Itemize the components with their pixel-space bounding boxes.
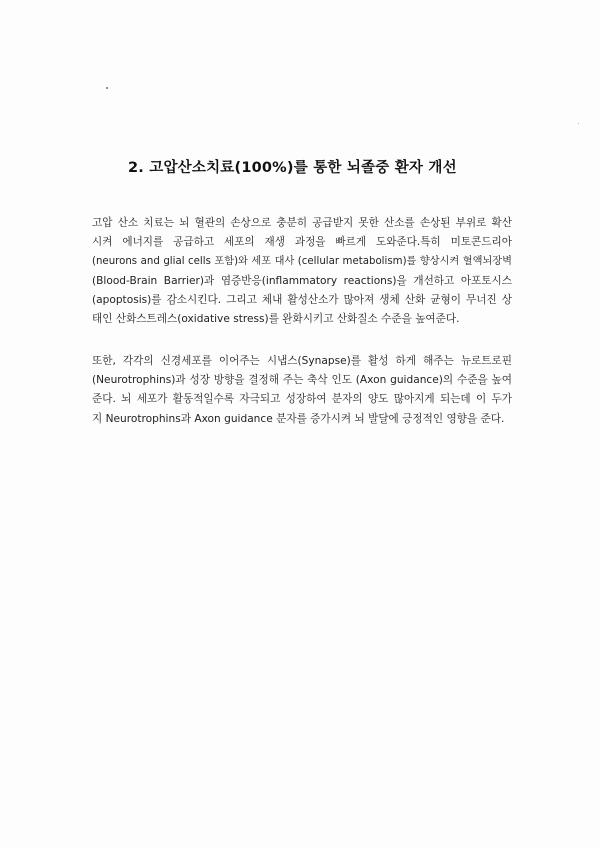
paragraph-line: 준다. 뇌 세포가 활동적일수록 자극되고 성장하여 분자의 양도 많아지게 되는데 이 두가 [92, 393, 512, 406]
paragraph-line: 또한, 각각의 신경세포를 이어주는 시냅스(Synapse)를 활성 하게 해주는 뉴로트로핀 [92, 355, 512, 367]
paragraph-line: (neurons and glial cells 포함)와 세포 대사 (cellular metabolism)를 향상시켜 혈액뇌장벽 [92, 256, 512, 268]
section-title: 2. 고압산소치료(100%)를 통한 뇌졸중 환자 개선 [128, 160, 457, 176]
paragraph-line: (Neurotrophins)과 성장 방향을 결정해 주는 축삭 인도 (Axon guidance)의 수준을 높여 [92, 374, 512, 387]
paragraph-line: 고압 산소 치료는 뇌 혈관의 손상으로 충분히 공급받지 못한 산소를 손상된 부위로 확산 [92, 217, 512, 229]
paragraph-line: 태인 산화스트레스(oxidative stress)를 완화시키고 산화질소 수준을 높여준다. [92, 313, 460, 326]
paragraph-2 [92, 352, 512, 429]
paragraph-line: 지 Neurotrophins과 Axon guidance 분자를 증가시켜 뇌 발달에 긍정적인 영향을 준다. [92, 412, 505, 425]
scan-speck [106, 87, 108, 89]
paragraph-1 [92, 214, 512, 329]
paragraph-line: (apoptosis)를 감소시킨다. 그리고 체내 활성산소가 많아져 생체 산화 균형이 무너진 상 [92, 293, 512, 306]
paragraph-line: (Blood-Brain Barrier)과 염증반응(inflammatory reactions)을 개선하고 아포토시스 [92, 274, 512, 287]
paragraph-line: 시켜 에너지를 공급하고 세포의 재생 과정을 빠르게 도와준다.특히 미토콘드리아 [92, 236, 512, 249]
scan-speck [578, 123, 579, 124]
